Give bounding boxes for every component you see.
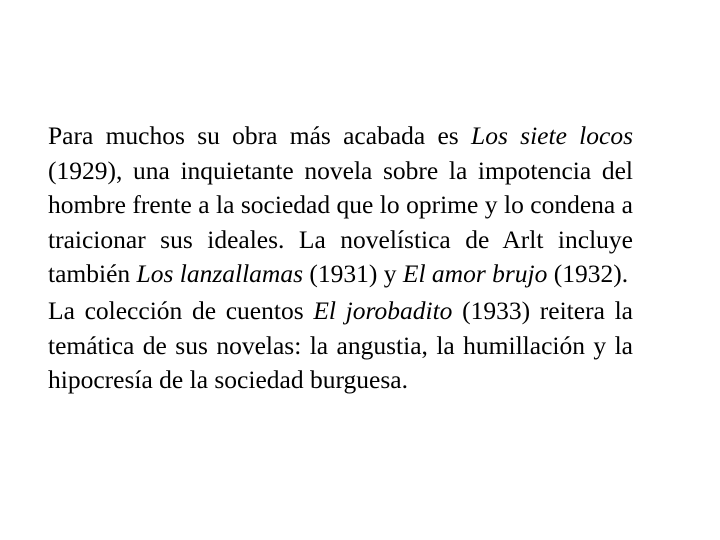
book-title-el-jorobadito: El jorobadito <box>313 295 453 325</box>
book-title-los-lanzallamas: Los lanzallamas <box>136 259 304 289</box>
text-run: (1931) y <box>303 259 403 289</box>
book-title-el-amor-brujo: El amor brujo <box>402 259 548 289</box>
body-text <box>48 119 633 398</box>
paragraph-1 <box>48 119 633 292</box>
book-title-los-siete-locos: Los siete locos <box>471 121 633 150</box>
text-run: La colección de cuentos <box>48 295 314 325</box>
text-run: (1932). <box>547 259 629 289</box>
text-run: Para muchos su obra más acabada es <box>48 121 472 150</box>
paragraph-2 <box>48 294 633 398</box>
text-run: (1933) reitera la temática de sus novelas: la angustia, la humillación y la hipocresía de la sociedad burguesa. <box>48 295 633 395</box>
text-run: (1929), una inquietante novela sobre la impotencia del hombre frente a la sociedad que lo oprime y lo condena a traicionar sus ideales. La novelística de Arlt incluye también <box>48 155 633 289</box>
